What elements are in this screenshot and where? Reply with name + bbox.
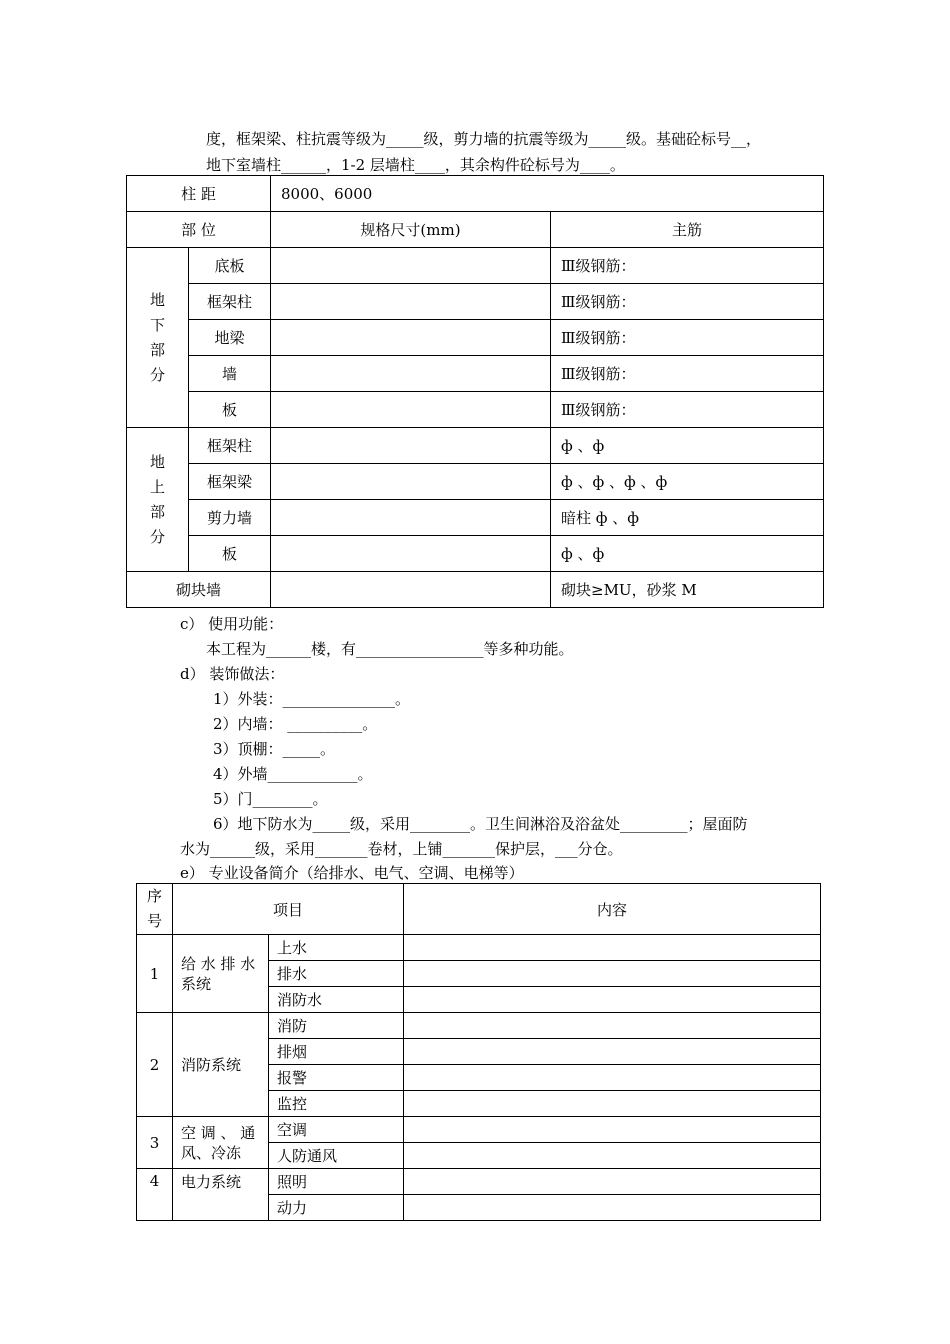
- part-name: 板: [189, 392, 271, 428]
- spec-cell: [271, 320, 551, 356]
- spec-cell: [271, 392, 551, 428]
- group-name-line: 系统: [181, 974, 212, 993]
- group-name: [173, 1117, 269, 1169]
- part-name: 框架梁: [189, 464, 271, 500]
- header-part: 部 位: [127, 212, 271, 248]
- content-cell: [404, 1143, 821, 1169]
- group-name: [173, 1169, 269, 1221]
- table-row: [127, 464, 824, 500]
- group-char: 分: [149, 365, 165, 384]
- content-cell: [404, 987, 821, 1013]
- equipment-table: [136, 883, 821, 1221]
- main-rebar: Ⅲ级钢筋：: [551, 248, 824, 284]
- sub-item: 照明: [269, 1169, 404, 1195]
- spec-cell: [271, 284, 551, 320]
- section-c-body: 本工程为______楼，有_________________等多种功能。: [206, 640, 574, 658]
- content-cell: [404, 1117, 821, 1143]
- part-name: 墙: [189, 356, 271, 392]
- sub-item: 排水: [269, 961, 404, 987]
- table-row: [127, 428, 824, 464]
- table-header-row: [137, 884, 821, 935]
- table-row: [127, 536, 824, 572]
- table-row: [137, 1013, 821, 1039]
- spec-cell: [271, 464, 551, 500]
- group-char: 地: [149, 452, 165, 471]
- column-spacing-label: 柱 距: [127, 176, 271, 212]
- main-rebar: ф 、ф: [551, 536, 824, 572]
- group-char: 地: [149, 290, 165, 309]
- table-row: [127, 248, 824, 284]
- decoration-item: 5）门________。: [213, 790, 328, 808]
- spec-cell: [271, 572, 551, 608]
- group-no: 3: [137, 1117, 173, 1169]
- part-name: 砌块墙: [127, 572, 271, 608]
- table-row: [127, 284, 824, 320]
- sub-item: 人防通风: [269, 1143, 404, 1169]
- group-char: 分: [149, 527, 165, 546]
- content-cell: [404, 1091, 821, 1117]
- spec-cell: [271, 356, 551, 392]
- part-name: 剪力墙: [189, 500, 271, 536]
- main-rebar: Ⅲ级钢筋：: [551, 284, 824, 320]
- content-cell: [404, 1039, 821, 1065]
- main-rebar: Ⅲ级钢筋：: [551, 392, 824, 428]
- sub-item: 空调: [269, 1117, 404, 1143]
- table-row: [127, 572, 824, 608]
- group-no: 4: [137, 1169, 173, 1221]
- decoration-item: 1）外装：_______________。: [213, 690, 411, 708]
- sub-item: 报警: [269, 1065, 404, 1091]
- part-name: 板: [189, 536, 271, 572]
- part-name: 地梁: [189, 320, 271, 356]
- main-rebar: ф 、ф 、ф 、ф: [551, 464, 824, 500]
- group-char: 部: [149, 502, 165, 521]
- main-rebar: Ⅲ级钢筋：: [551, 356, 824, 392]
- part-name: 框架柱: [189, 428, 271, 464]
- group-no: 2: [137, 1013, 173, 1117]
- decoration-item: 4）外墙____________。: [213, 765, 373, 783]
- header-item: 项目: [173, 884, 404, 935]
- decoration-item: 3）顶棚：_____。: [213, 740, 336, 758]
- section-d-title: d） 装饰做法：: [180, 665, 285, 683]
- column-spacing-value: 8000、6000: [271, 176, 824, 212]
- group-underground: [127, 248, 189, 428]
- sub-item: 消防水: [269, 987, 404, 1013]
- group-name-line: 风、冷冻: [181, 1143, 242, 1162]
- sub-item: 排烟: [269, 1039, 404, 1065]
- sub-item: 动力: [269, 1195, 404, 1221]
- sub-item: 上水: [269, 935, 404, 961]
- group-char: 上: [149, 477, 165, 496]
- header-no: [137, 884, 173, 935]
- decoration-item-cont: 水为______级，采用_______卷材，上铺_______保护层，___分仓。: [180, 840, 623, 858]
- part-name: 底板: [189, 248, 271, 284]
- intro-line-2: 地下室墙柱______，1-2 层墙柱____，其余构件砼标号为____。: [206, 156, 625, 174]
- table-row: [127, 356, 824, 392]
- sub-item: 监控: [269, 1091, 404, 1117]
- group-name-line: 给 水 排 水: [181, 954, 256, 973]
- group-name: [173, 935, 269, 1013]
- header-no-char: 号: [146, 912, 162, 930]
- decoration-item: 6）地下防水为_____级，采用________。卫生间淋浴及浴盆处_________；屋面防: [213, 815, 748, 833]
- table-row: [127, 176, 824, 212]
- main-rebar: 暗柱 ф 、ф: [551, 500, 824, 536]
- table-row: [137, 1169, 821, 1195]
- main-rebar: ф 、ф: [551, 428, 824, 464]
- table-row: [127, 500, 824, 536]
- intro-line-1: 度，框架梁、柱抗震等级为_____级，剪力墙的抗震等级为_____级。基础砼标号__，: [206, 130, 762, 148]
- main-rebar: Ⅲ级钢筋：: [551, 320, 824, 356]
- table-row: [137, 1117, 821, 1143]
- group-name-line: 电力系统: [181, 1173, 242, 1191]
- group-aboveground: [127, 428, 189, 572]
- group-name: [173, 1013, 269, 1117]
- group-no: 1: [137, 935, 173, 1013]
- group-name-line: 消防系统: [181, 1055, 242, 1074]
- spec-cell: [271, 536, 551, 572]
- group-char: 下: [149, 315, 165, 334]
- content-cell: [404, 1169, 821, 1195]
- header-no-char: 序: [146, 887, 162, 905]
- section-c-title: c） 使用功能：: [180, 615, 284, 633]
- section-e-title: e） 专业设备简介（给排水、电气、空调、电梯等）: [180, 864, 524, 882]
- part-name: 框架柱: [189, 284, 271, 320]
- structure-table: [126, 175, 824, 608]
- decoration-item: 2）内墙： __________。: [213, 715, 378, 733]
- header-content: 内容: [404, 884, 821, 935]
- group-char: 部: [149, 340, 165, 359]
- header-main: 主筋: [551, 212, 824, 248]
- main-rebar: 砌块≥MU，砂浆 M: [551, 572, 824, 608]
- table-header-row: [127, 212, 824, 248]
- table-row: [127, 320, 824, 356]
- table-row: [127, 392, 824, 428]
- content-cell: [404, 1195, 821, 1221]
- sub-item: 消防: [269, 1013, 404, 1039]
- content-cell: [404, 935, 821, 961]
- spec-cell: [271, 428, 551, 464]
- table-row: [137, 935, 821, 961]
- spec-cell: [271, 500, 551, 536]
- content-cell: [404, 1013, 821, 1039]
- spec-cell: [271, 248, 551, 284]
- content-cell: [404, 961, 821, 987]
- content-cell: [404, 1065, 821, 1091]
- group-name-line: 空 调 、 通: [181, 1123, 256, 1142]
- header-spec: 规格尺寸(mm): [271, 212, 551, 248]
